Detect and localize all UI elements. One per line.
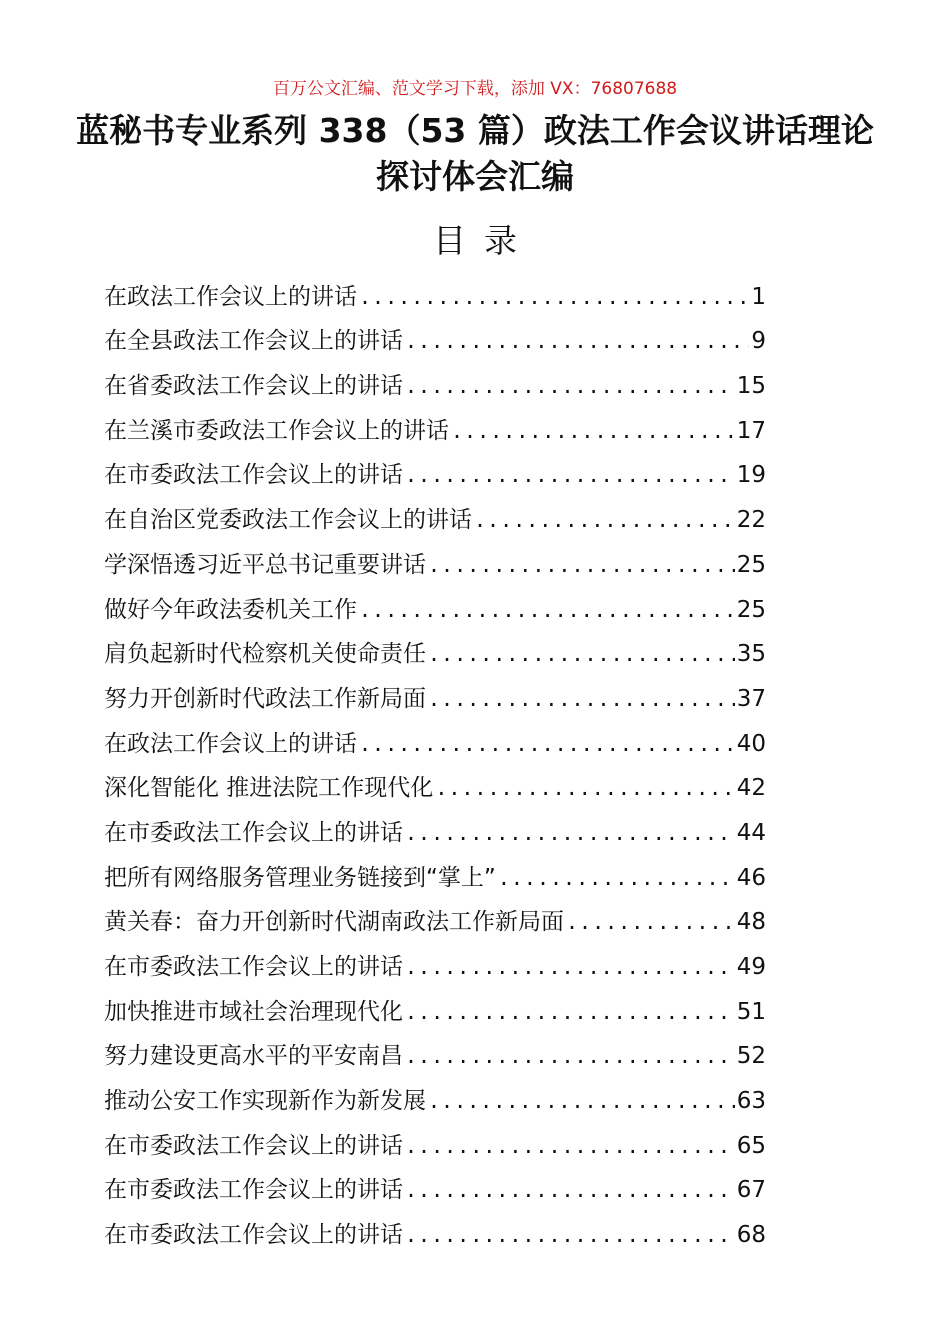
toc-entry[interactable] xyxy=(104,676,766,721)
toc-entry-title: 努力建设更高水平的平安南昌 xyxy=(104,1043,403,1070)
toc-entry[interactable] xyxy=(104,632,766,677)
toc-dot-leader xyxy=(566,900,735,944)
toc-entry[interactable] xyxy=(104,1123,766,1168)
toc-entry-title: 在政法工作会议上的讲话 xyxy=(104,283,357,310)
toc-entry[interactable] xyxy=(104,274,766,319)
toc-entry-title: 在政法工作会议上的讲话 xyxy=(104,730,357,757)
toc-entry-title: 在市委政法工作会议上的讲话 xyxy=(104,1222,403,1249)
toc-entry[interactable] xyxy=(104,363,766,408)
toc-entry-page-number: 22 xyxy=(736,507,766,534)
toc-entry-page-number: 17 xyxy=(736,417,766,444)
toc-dot-leader xyxy=(451,409,735,453)
toc-entry[interactable] xyxy=(104,810,766,855)
toc-entry-title: 在自治区党委政法工作会议上的讲话 xyxy=(104,507,472,534)
toc-dot-leader xyxy=(428,1079,735,1123)
toc-dot-leader xyxy=(405,319,749,363)
toc-entry-title: 黄关春：奋力开创新时代湖南政法工作新局面 xyxy=(104,909,564,936)
toc-entry-page-number: 37 xyxy=(736,685,766,712)
toc-dot-leader xyxy=(405,811,735,855)
toc-dot-leader xyxy=(428,677,735,721)
toc-entry[interactable] xyxy=(104,1212,766,1257)
toc-entry-title: 在市委政法工作会议上的讲话 xyxy=(104,819,403,846)
toc-dot-leader xyxy=(498,856,735,900)
toc-dot-leader xyxy=(359,275,749,319)
toc-entry-title: 做好今年政法委机关工作 xyxy=(104,596,357,623)
toc-entry[interactable] xyxy=(104,989,766,1034)
toc-dot-leader xyxy=(405,1124,735,1168)
document-title: 蓝秘书专业系列 338（53 篇）政法工作会议讲话理论探讨体会汇编 xyxy=(76,111,874,196)
toc-entry-page-number: 52 xyxy=(736,1043,766,1070)
toc-entry-page-number: 25 xyxy=(736,551,766,578)
toc-entry[interactable] xyxy=(104,1168,766,1213)
toc-entry-title: 肩负起新时代检察机关使命责任 xyxy=(104,641,426,668)
toc-dot-leader xyxy=(405,990,735,1034)
toc-entry-title: 加快推进市域社会治理现代化 xyxy=(104,998,403,1025)
toc-dot-leader xyxy=(359,722,735,766)
toc-entry-title: 在市委政法工作会议上的讲话 xyxy=(104,954,403,980)
toc-entry-page-number: 15 xyxy=(736,373,766,400)
toc-entry-title: 把所有网络服务管理业务链接到“掌上” xyxy=(104,864,496,891)
toc-entry-page-number: 42 xyxy=(736,775,766,802)
toc-entry-page-number: 1 xyxy=(751,283,766,310)
toc-entry-page-number: 9 xyxy=(751,328,766,355)
toc-entry-page-number: 49 xyxy=(736,954,766,980)
toc-entry-page-number: 46 xyxy=(736,864,766,891)
toc-entry-page-number: 40 xyxy=(736,730,766,757)
table-of-contents xyxy=(104,274,766,1257)
toc-entry-title: 深化智能化 推进法院工作现代化 xyxy=(104,775,434,802)
toc-entry-title: 努力开创新时代政法工作新局面 xyxy=(104,685,426,712)
toc-dot-leader xyxy=(405,1168,735,1212)
toc-dot-leader xyxy=(428,543,735,587)
toc-dot-leader xyxy=(405,453,735,497)
toc-entry[interactable] xyxy=(104,855,766,900)
toc-entry[interactable] xyxy=(104,900,766,945)
toc-dot-leader xyxy=(405,1034,735,1078)
toc-entry-page-number: 25 xyxy=(736,596,766,623)
toc-entry-title: 在市委政法工作会议上的讲话 xyxy=(104,1132,403,1159)
toc-entry-title: 在全县政法工作会议上的讲话 xyxy=(104,328,403,355)
toc-dot-leader xyxy=(405,364,735,408)
toc-entry[interactable] xyxy=(104,944,766,989)
toc-dot-leader xyxy=(405,945,735,989)
toc-dot-leader xyxy=(428,632,735,676)
toc-entry-title: 推动公安工作实现新作为新发展 xyxy=(104,1088,426,1115)
toc-entry[interactable] xyxy=(104,497,766,542)
toc-entry-page-number: 65 xyxy=(736,1132,766,1159)
toc-dot-leader xyxy=(359,588,735,632)
toc-entry-title: 学深悟透习近平总书记重要讲话 xyxy=(104,551,426,578)
toc-entry-page-number: 63 xyxy=(736,1088,766,1115)
toc-dot-leader xyxy=(435,766,734,810)
toc-entry-page-number: 35 xyxy=(736,641,766,668)
toc-entry-page-number: 51 xyxy=(736,998,766,1025)
toc-entry[interactable] xyxy=(104,587,766,632)
toc-entry[interactable] xyxy=(104,408,766,453)
toc-entry-title: 在兰溪市委政法工作会议上的讲话 xyxy=(104,417,449,444)
toc-entry-page-number: 19 xyxy=(736,462,766,489)
toc-entry-title: 在省委政法工作会议上的讲话 xyxy=(104,373,403,400)
toc-entry-page-number: 67 xyxy=(736,1177,766,1204)
toc-entry[interactable] xyxy=(104,1034,766,1079)
contact-banner: 百万公文汇编、范文学习下载，添加 VX：76807688 xyxy=(272,79,678,99)
toc-entry[interactable] xyxy=(104,766,766,811)
toc-dot-leader xyxy=(474,498,735,542)
toc-heading: 目录 xyxy=(433,221,535,260)
toc-entry-title: 在市委政法工作会议上的讲话 xyxy=(104,462,403,489)
toc-entry-title: 在市委政法工作会议上的讲话 xyxy=(104,1177,403,1204)
toc-dot-leader xyxy=(405,1213,735,1257)
toc-entry[interactable] xyxy=(104,721,766,766)
toc-entry[interactable] xyxy=(104,1078,766,1123)
toc-entry-page-number: 48 xyxy=(736,909,766,936)
toc-entry-page-number: 44 xyxy=(736,819,766,846)
toc-entry-page-number: 68 xyxy=(736,1222,766,1249)
toc-entry[interactable] xyxy=(104,453,766,498)
toc-entry[interactable] xyxy=(104,319,766,364)
toc-entry[interactable] xyxy=(104,542,766,587)
